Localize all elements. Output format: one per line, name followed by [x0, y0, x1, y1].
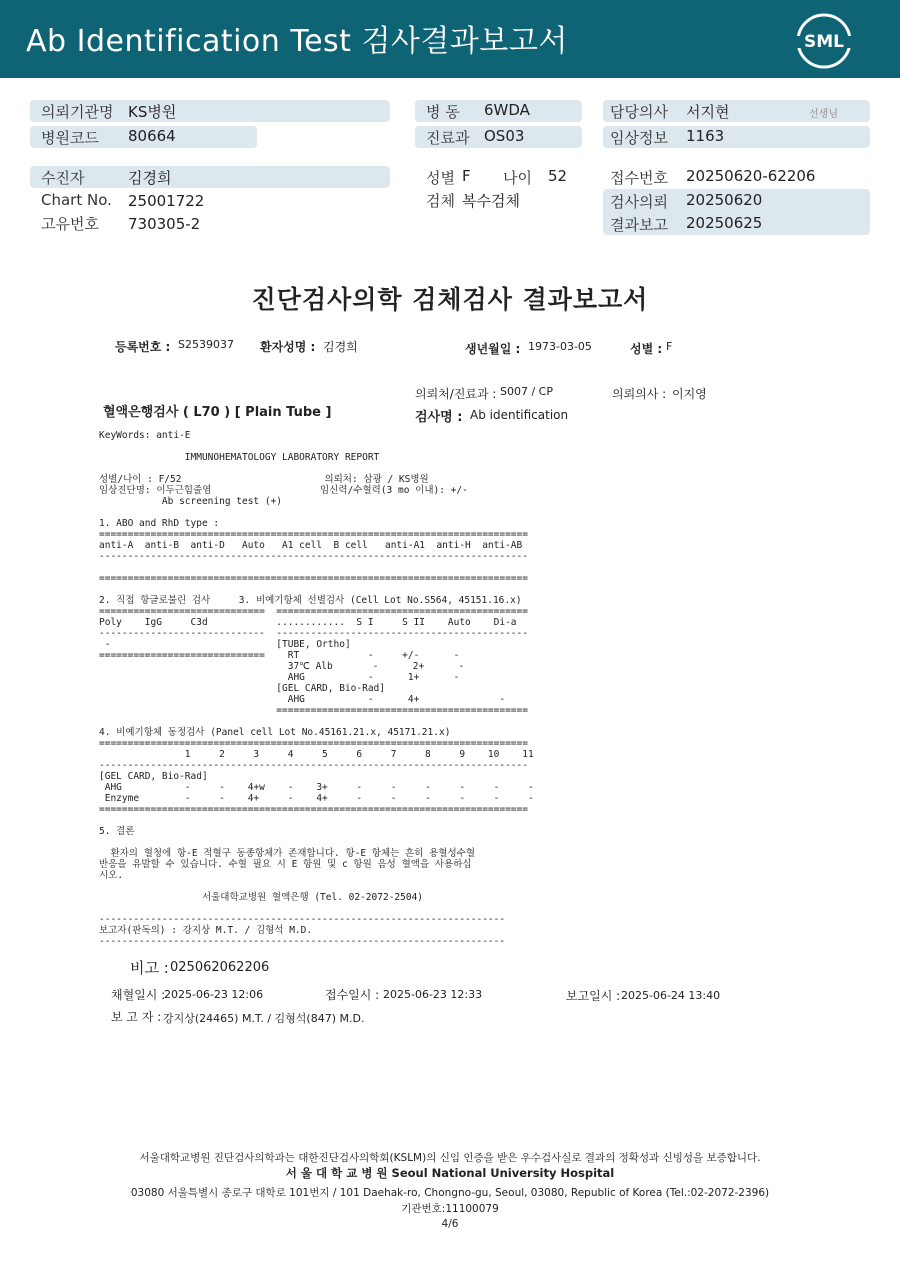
dob-value: 1973-03-05 [528, 340, 592, 353]
page-number: 4/6 [441, 1218, 459, 1230]
reported-value: 2025-06-24 13:40 [621, 989, 721, 1002]
ward-label: 병 동 [426, 103, 460, 121]
report-sex-label: 성별 : [630, 342, 663, 356]
name-value: 김경희 [323, 340, 358, 354]
reporter-label: 보 고 자 : [111, 1010, 162, 1024]
sex-label: 성별 [426, 169, 455, 187]
patient-value: 김경희 [128, 169, 172, 187]
receipt-label: 접수번호 [610, 169, 668, 187]
request-label: 검사의뢰 [610, 193, 668, 211]
test-name-label: 검사명 : [415, 410, 463, 425]
clinical-value: 1163 [686, 127, 725, 145]
collect-value: 2025-06-23 12:06 [164, 988, 264, 1001]
receipt-value: 20250620-62206 [686, 167, 816, 185]
age-label: 나이 [503, 169, 532, 187]
dept-label: 진료과 [426, 129, 470, 147]
institution-value: KS병원 [128, 103, 177, 121]
footer-hospital-name: 서 울 대 학 교 병 원 Seoul National University Hospital [285, 1166, 615, 1180]
logo-text: SML [804, 32, 844, 52]
receive-label: 접수일시 : [325, 988, 380, 1002]
collect-label: 채혈일시 : [111, 988, 166, 1002]
hospital-code-label: 병원코드 [41, 129, 99, 147]
unique-label: 고유번호 [41, 215, 99, 233]
report-sex-value: F [666, 340, 673, 353]
remark-value: 025062062206 [170, 960, 270, 975]
hospital-code-value: 80664 [128, 127, 176, 145]
chart-value: 25001722 [128, 192, 205, 210]
report-title: 진단검사의학 검체검사 결과보고서 [251, 285, 649, 314]
ref-label: 의뢰처/진료과 : [415, 387, 497, 401]
patient-label: 수진자 [41, 169, 85, 187]
age-value: 52 [548, 167, 568, 185]
report-value: 20250625 [686, 214, 763, 232]
footer-address: 03080 서울특별시 종로구 대학로 101번지 / 101 Daehak-ro, Chongno-gu, Seoul, 03080, Republic of Korea (Tel.:02-2072-2396) [130, 1187, 770, 1199]
sml-logo [795, 12, 853, 70]
doctor-label: 담당의사 [610, 103, 668, 121]
specimen-value: 복수검체 [462, 192, 520, 210]
doctor-suffix: 선생님 [809, 109, 838, 120]
report-label: 결과보고 [610, 216, 668, 234]
request-value: 20250620 [686, 191, 763, 209]
clinical-label: 임상정보 [610, 129, 668, 147]
test-name-value: Ab identification [470, 408, 569, 422]
sex-value: F [462, 167, 471, 185]
ref-doc-label: 의뢰의사 : [612, 387, 667, 401]
doctor-value: 서지현 [686, 103, 730, 121]
dept-value: OS03 [484, 127, 525, 145]
ref-value: S007 / CP [500, 385, 553, 398]
page-title: Ab Identification Test 검사결과보고서 [26, 24, 568, 59]
footer-institution-code: 기관번호:11100079 [401, 1203, 499, 1215]
reg-label: 등록번호 : [115, 340, 171, 354]
dob-label: 생년월일 : [465, 342, 521, 356]
specimen-label: 검체 [426, 192, 455, 210]
receive-value: 2025-06-23 12:33 [383, 988, 483, 1001]
reg-value: S2539037 [178, 338, 234, 351]
chart-label: Chart No. [41, 191, 112, 209]
reported-label: 보고일시 : [566, 989, 621, 1003]
test-group: 혈액은행검사 ( L70 ) [ Plain Tube ] [103, 405, 332, 420]
footer-certification: 서울대학교병원 진단검사의학과는 대한진단검사의학회(KSLM)의 신임 인증을 받은 우수검사실로 결과의 정확성과 신빙성을 보증합니다. [139, 1152, 761, 1164]
lab-report-body: KeyWords: anti-E IMMUNOHEMATOLOGY LABORATORY REPORT 성별/나이 : F/52 의뢰처: 삼광 / KS병원 임상진단명: 이두근힘줄염 임신력/수혈력(3 mo 이내): +/- Ab screening test (+) 1. ABO and RhD type : =========================================================================== anti-A anti-B anti-D Auto A1 cell B cell anti-A1 anti-H anti-AB --------------------------------------------------------------------------- =========================================================================== 2. 직접 항글로불린 검사 3. 비예기항체 선별검사 (Cell Lot No.S564, 45151.16.x) ============================= ============================================ Poly IgG C3d ............ S I S II Auto Di-a ----------------------------- -------------------------------------------- - [TUBE, Ortho] ============================= RT - +/- - 37℃ Alb - 2+ - AHG - 1+ - [GEL CARD, Bio-Rad] AHG - 4+ - ============================================ 4. 비예기항체 동정검사 (Panel cell Lot No.45161.21.x, 45171.21.x) =========================================================================== 1 2 3 4 5 6 7 8 9 10 11 --------------------------------------------------------------------------- [GEL CARD, Bio-Rad] AHG - - 4+w - 3+ - - - - - - Enzyme - - 4+ - 4+ - - - - - - =========================================================================== 5. 결론 환자의 혈청에 항-E 적혈구 동종항체가 존재합니다. 항-E 항체는 흔히 용혈성수혈 반응을 유발할 수 있습니다. 수혈 필요 시 E 항원 및 c 항원 음성 혈액을 사용하십 시오. 서울대학교병원 혈액은행 (Tel. 02-2072-2504) ----------------------------------------------------------------------- 보고자(판독의) : 강지상 M.T. / 김형석 M.D. ----------------------------------------------------------------------- [99, 430, 534, 947]
reporter-value: 강지상(24465) M.T. / 김형석(847) M.D. [163, 1012, 365, 1025]
remark-label: 비고 : [130, 959, 169, 977]
ref-doc-value: 이지영 [672, 387, 707, 401]
institution-label: 의뢰기관명 [41, 103, 114, 121]
header-banner [0, 0, 900, 78]
unique-value: 730305-2 [128, 215, 201, 233]
name-label: 환자성명 : [260, 340, 316, 354]
ward-value: 6WDA [484, 101, 530, 119]
